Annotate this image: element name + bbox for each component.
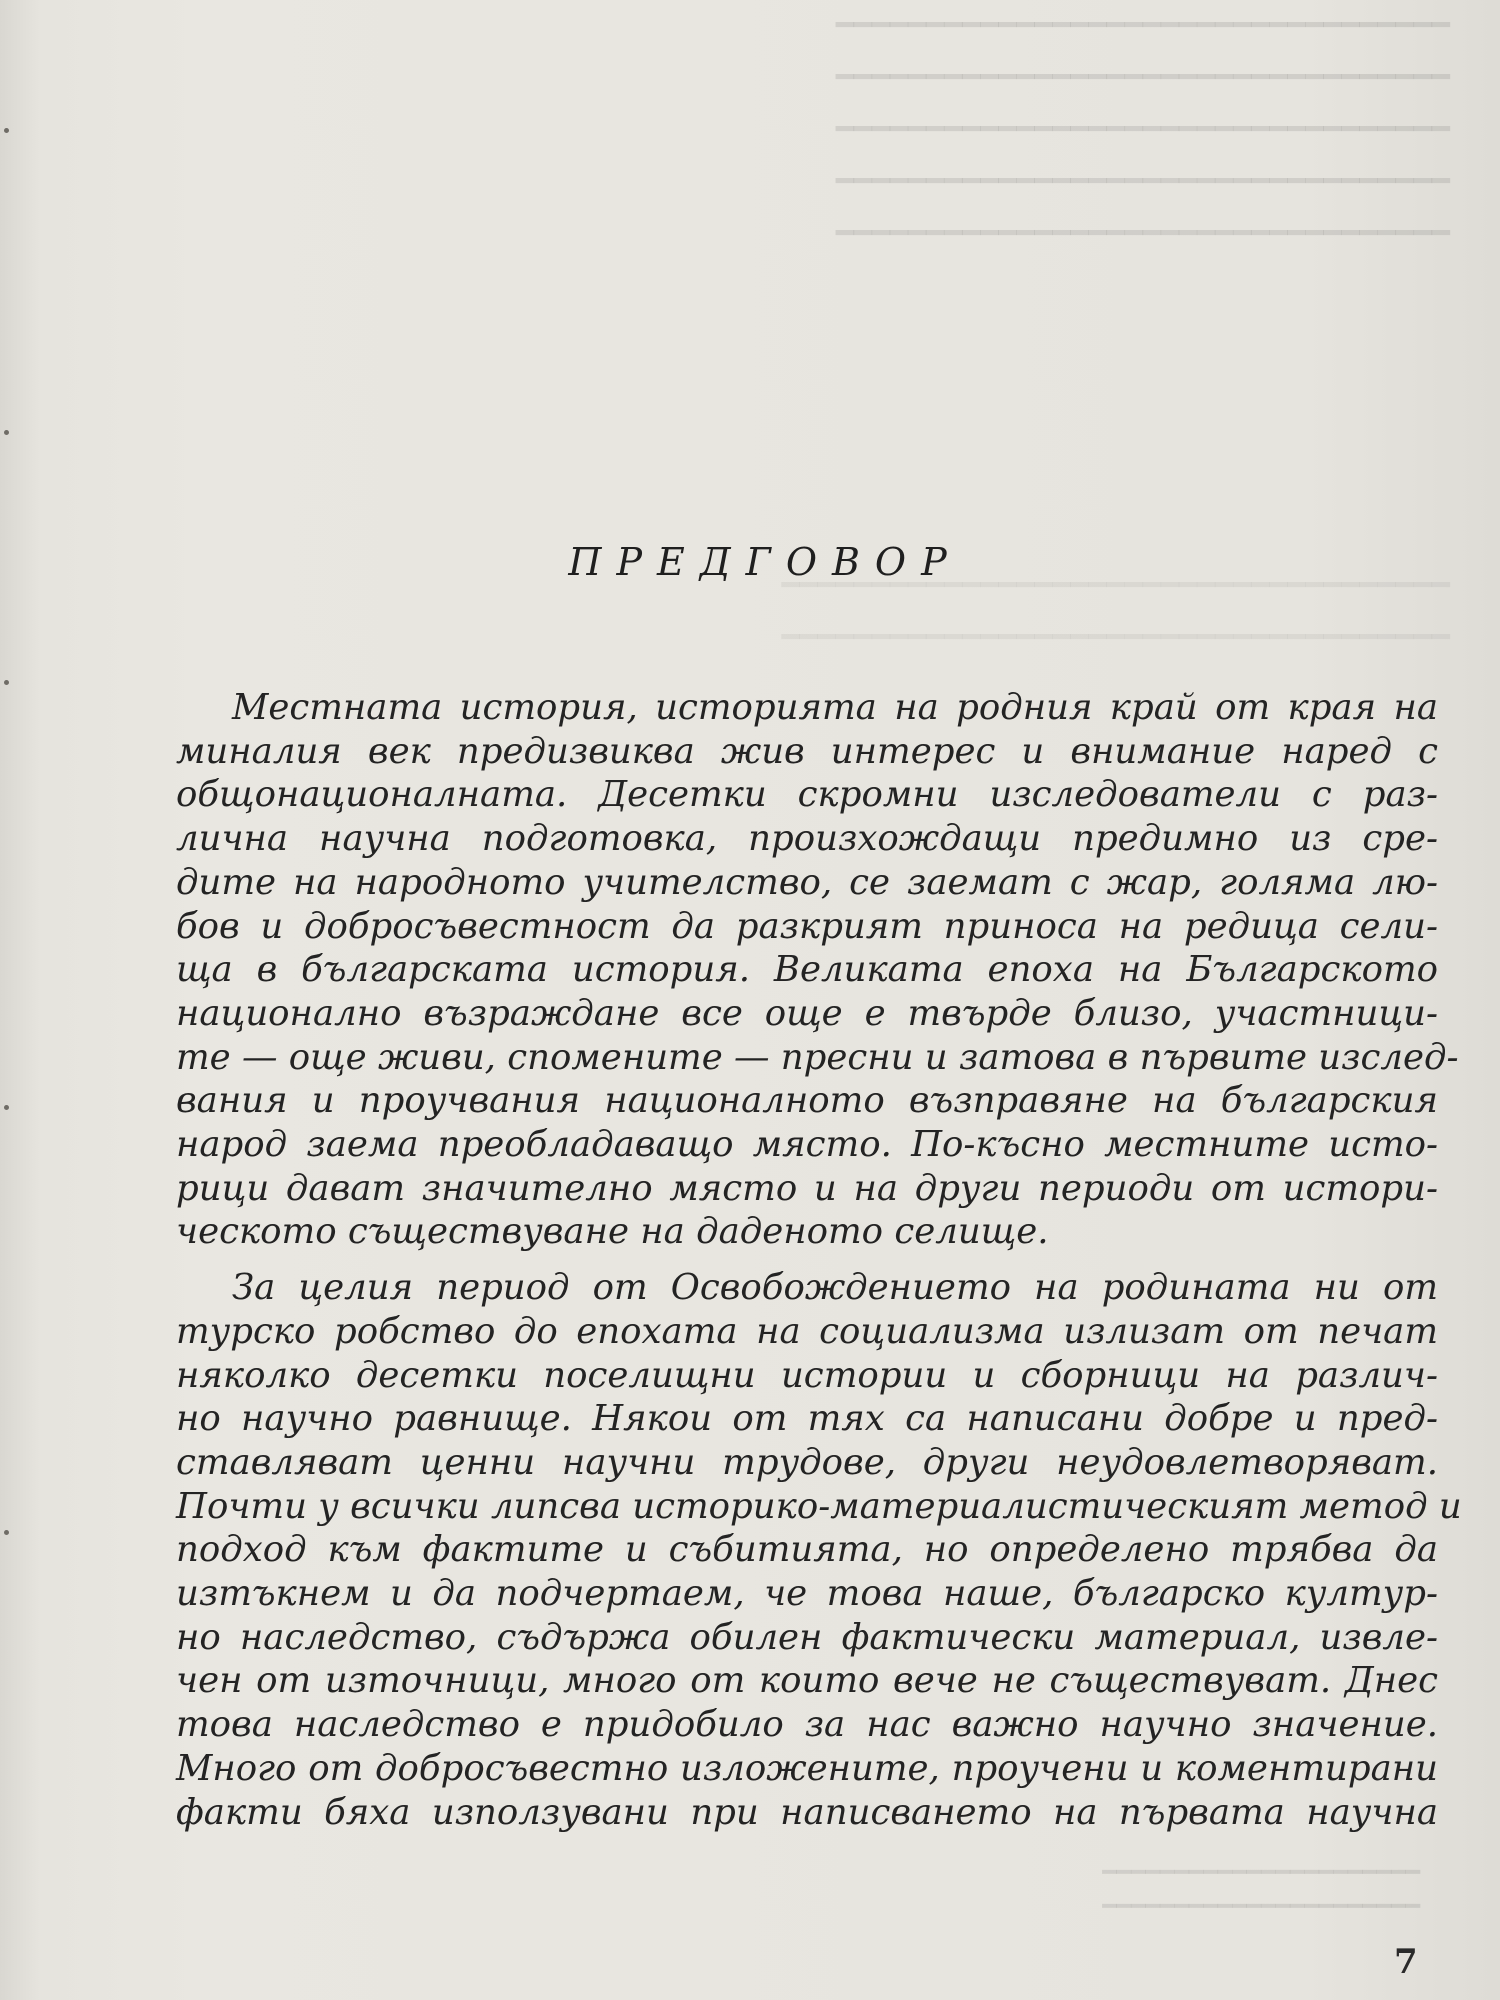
- page-number: 7: [1394, 1942, 1418, 1982]
- binding-stitch: [4, 128, 9, 133]
- text-line: факти бяха използувани при написването на първата научна: [176, 1791, 1438, 1833]
- text-line: няколко десетки поселищни истории и сборници на различ-: [176, 1354, 1438, 1396]
- binding-stitch: [4, 430, 9, 435]
- text-line: подход към фактите и събитията, но определено трябва да: [176, 1529, 1438, 1571]
- bleed-through-texture: ━━━━━━━━━━━━━━━━━━━━━━━━━━━━━━━━━━━━━ ━━━━━━━━━━━━━━━━━━━━━━━━━━━━━━━━━━━━━: [781, 568, 1450, 655]
- text-line: За целия период от Освобождението на родината ни от: [232, 1267, 1438, 1309]
- text-line: миналия век предизвиква жив интерес и внимание наред с: [176, 730, 1438, 772]
- preface-body: [176, 686, 1462, 1834]
- text-line: турско робство до епохата на социализма излизат от печат: [176, 1310, 1438, 1352]
- text-line: Много от добросъвестно изложените, проучени и коментирани: [176, 1747, 1438, 1789]
- text-line: ческото съществуване на даденото селище.: [176, 1211, 1049, 1253]
- text-line: ставляват ценни научни трудове, други неудовлетворяват.: [176, 1441, 1438, 1483]
- binding-edge: [0, 0, 14, 2000]
- paragraph-1: [176, 686, 1459, 1254]
- bleed-through-texture: ━━━━━━━━━━━━━━━━━━━━━━ ━━━━━━━━━━━━━━━━━━━━━━: [1102, 1858, 1420, 1920]
- text-line: ща в българската история. Великата епоха на Българското: [176, 949, 1438, 991]
- text-line: рици дават значително място и на други периоди от истори-: [176, 1167, 1438, 1209]
- binding-stitch: [4, 1105, 9, 1110]
- text-line: вания и проучвания националното възправяне на българския: [176, 1080, 1438, 1122]
- text-line: това наследство е придобило за нас важно научно значение.: [176, 1704, 1438, 1746]
- text-line: лична научна подготовка, произхождащи предимно из сре-: [176, 818, 1438, 860]
- text-line: дите на народното учителство, се заемат с жар, голяма лю-: [176, 861, 1438, 903]
- text-line: общонационалната. Десетки скромни изследователи с раз-: [176, 774, 1438, 816]
- text-line: народ заема преобладаващо място. По-късно местните исто-: [176, 1124, 1438, 1166]
- binding-stitch: [4, 1530, 9, 1535]
- text-line: те — още живи, спомените — пресни и затова в първите изслед-: [176, 1036, 1459, 1078]
- text-line: но научно равнище. Някои от тях са написани добре и пред-: [176, 1398, 1438, 1440]
- page-title: ПРЕДГОВОР: [568, 540, 962, 584]
- text-line: чен от източници, много от които вече не съществуват. Днес: [176, 1660, 1438, 1702]
- text-line: Местната история, историята на родния край от края на: [232, 687, 1438, 728]
- text-line: но наследство, съдържа обилен фактически материал, извле-: [176, 1616, 1438, 1658]
- paragraph-2: [176, 1266, 1462, 1834]
- bleed-through-texture: ━━━━━━━━━━━━━━━━━━━━━━━━━━━━━━━━━━ ━━━━━━━━━━━━━━━━━━━━━━━━━━━━━━━━━━ ━━━━━━━━━━━━━━━━━━━━━━━━━━━━━━━━━━ ━━━━━━━━━━━━━━━━━━━━━━━━━━━━━━━━━━ ━━━━━━━━━━━━━━━━━━━━━━━━━━━━━━━━━━: [835, 8, 1450, 251]
- text-line: бов и добросъвестност да разкрият приноса на редица сели-: [176, 905, 1438, 947]
- binding-stitch: [4, 680, 9, 685]
- text-line: изтъкнем и да подчертаем, че това наше, българско култур-: [176, 1573, 1438, 1615]
- text-line: национално възраждане все още е твърде близо, участници-: [176, 992, 1438, 1034]
- text-line: Почти у всички липсва историко-материалистическият метод и: [176, 1485, 1462, 1527]
